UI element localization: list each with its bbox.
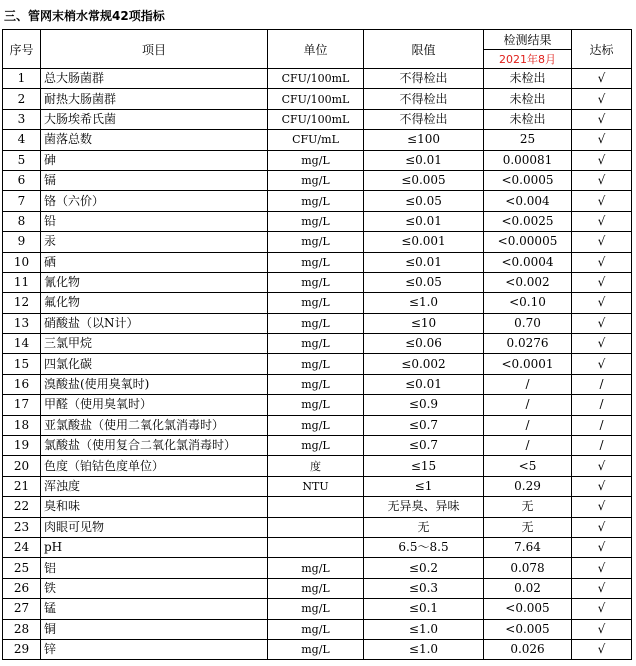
cell-unit: mg/L [268, 415, 364, 435]
cell-unit: mg/L [268, 334, 364, 354]
cell-limit: ≤15 [364, 456, 484, 476]
cell-item: 亚氯酸盐（使用二氧化氯消毒时） [41, 415, 268, 435]
cell-limit: ≤0.01 [364, 374, 484, 394]
cell-result: 0.0276 [484, 334, 572, 354]
cell-pass: √ [572, 170, 632, 190]
table-row [3, 191, 632, 211]
header-limit: 限值 [364, 30, 484, 69]
cell-seq: 1 [3, 69, 41, 89]
table-row [3, 252, 632, 272]
cell-limit: 6.5～8.5 [364, 537, 484, 557]
table-row [3, 130, 632, 150]
cell-unit: mg/L [268, 252, 364, 272]
cell-item: 汞 [41, 232, 268, 252]
cell-seq: 25 [3, 558, 41, 578]
table-row [3, 619, 632, 639]
cell-unit: mg/L [268, 599, 364, 619]
cell-result: / [484, 374, 572, 394]
cell-seq: 27 [3, 599, 41, 619]
cell-unit: mg/L [268, 150, 364, 170]
cell-item: 镉 [41, 170, 268, 190]
cell-pass: √ [572, 619, 632, 639]
cell-seq: 22 [3, 497, 41, 517]
cell-item: 大肠埃希氏菌 [41, 109, 268, 129]
table-row [3, 313, 632, 333]
cell-result: <0.005 [484, 619, 572, 639]
cell-unit: mg/L [268, 374, 364, 394]
cell-seq: 7 [3, 191, 41, 211]
cell-limit: ≤0.2 [364, 558, 484, 578]
table-row [3, 456, 632, 476]
cell-seq: 9 [3, 232, 41, 252]
cell-result: / [484, 415, 572, 435]
cell-limit: ≤0.05 [364, 191, 484, 211]
cell-item: pH [41, 537, 268, 557]
cell-item: 硒 [41, 252, 268, 272]
cell-item: 硝酸盐（以N计） [41, 313, 268, 333]
cell-limit: ≤0.7 [364, 415, 484, 435]
cell-pass: √ [572, 517, 632, 537]
table-row [3, 558, 632, 578]
cell-pass: √ [572, 252, 632, 272]
cell-unit: mg/L [268, 191, 364, 211]
table-row [3, 334, 632, 354]
cell-limit: ≤0.3 [364, 578, 484, 598]
cell-item: 臭和味 [41, 497, 268, 517]
header-unit: 单位 [268, 30, 364, 69]
cell-unit: CFU/mL [268, 130, 364, 150]
cell-limit: ≤0.9 [364, 395, 484, 415]
cell-item: 色度（铂钴色度单位） [41, 456, 268, 476]
cell-pass: √ [572, 537, 632, 557]
cell-seq: 29 [3, 639, 41, 659]
cell-pass: / [572, 374, 632, 394]
cell-result: 未检出 [484, 89, 572, 109]
cell-item: 浑浊度 [41, 476, 268, 496]
cell-seq: 26 [3, 578, 41, 598]
table-row [3, 517, 632, 537]
cell-result: <5 [484, 456, 572, 476]
cell-result: <0.005 [484, 599, 572, 619]
table-row [3, 497, 632, 517]
cell-item: 铁 [41, 578, 268, 598]
table-row [3, 272, 632, 292]
cell-item: 氯酸盐（使用复合二氧化氯消毒时） [41, 436, 268, 456]
cell-seq: 14 [3, 334, 41, 354]
cell-pass: √ [572, 191, 632, 211]
cell-result: <0.002 [484, 272, 572, 292]
cell-pass: √ [572, 150, 632, 170]
header-item: 项目 [41, 30, 268, 69]
cell-limit: ≤0.06 [364, 334, 484, 354]
cell-pass: √ [572, 272, 632, 292]
cell-unit: CFU/100mL [268, 89, 364, 109]
cell-unit: mg/L [268, 558, 364, 578]
cell-seq: 12 [3, 293, 41, 313]
cell-unit: mg/L [268, 272, 364, 292]
cell-item: 砷 [41, 150, 268, 170]
cell-seq: 2 [3, 89, 41, 109]
cell-result: 未检出 [484, 69, 572, 89]
cell-unit: mg/L [268, 170, 364, 190]
cell-result: 25 [484, 130, 572, 150]
cell-result: 0.29 [484, 476, 572, 496]
cell-limit: ≤100 [364, 130, 484, 150]
cell-pass: √ [572, 354, 632, 374]
cell-seq: 10 [3, 252, 41, 272]
cell-seq: 19 [3, 436, 41, 456]
table-row [3, 69, 632, 89]
table-row [3, 89, 632, 109]
cell-unit: mg/L [268, 354, 364, 374]
cell-pass: √ [572, 89, 632, 109]
table-row [3, 232, 632, 252]
cell-seq: 3 [3, 109, 41, 129]
cell-result: <0.0001 [484, 354, 572, 374]
cell-limit: ≤1.0 [364, 619, 484, 639]
cell-item: 甲醛（使用臭氧时） [41, 395, 268, 415]
cell-unit: mg/L [268, 232, 364, 252]
cell-pass: √ [572, 558, 632, 578]
cell-pass: / [572, 415, 632, 435]
cell-item: 氰化物 [41, 272, 268, 292]
cell-limit: ≤0.05 [364, 272, 484, 292]
cell-result: / [484, 395, 572, 415]
cell-seq: 8 [3, 211, 41, 231]
table-row [3, 374, 632, 394]
cell-seq: 17 [3, 395, 41, 415]
cell-item: 总大肠菌群 [41, 69, 268, 89]
cell-result: / [484, 436, 572, 456]
cell-limit: 不得检出 [364, 109, 484, 129]
table-row [3, 639, 632, 659]
cell-item: 铬（六价） [41, 191, 268, 211]
table-row [3, 578, 632, 598]
cell-pass: √ [572, 69, 632, 89]
cell-pass: √ [572, 599, 632, 619]
cell-limit: 不得检出 [364, 69, 484, 89]
cell-result: 无 [484, 497, 572, 517]
cell-result: <0.0005 [484, 170, 572, 190]
table-row [3, 415, 632, 435]
cell-unit: mg/L [268, 293, 364, 313]
cell-item: 铅 [41, 211, 268, 231]
cell-result: 无 [484, 517, 572, 537]
cell-item: 铝 [41, 558, 268, 578]
cell-limit: ≤0.01 [364, 211, 484, 231]
water-quality-table [2, 29, 632, 660]
cell-seq: 21 [3, 476, 41, 496]
cell-pass: / [572, 395, 632, 415]
cell-seq: 18 [3, 415, 41, 435]
cell-limit: 无异臭、异味 [364, 497, 484, 517]
cell-limit: ≤0.7 [364, 436, 484, 456]
cell-result: <0.004 [484, 191, 572, 211]
cell-result: 未检出 [484, 109, 572, 129]
cell-result: <0.0025 [484, 211, 572, 231]
cell-result: 0.70 [484, 313, 572, 333]
cell-limit: ≤1.0 [364, 639, 484, 659]
cell-limit: ≤0.005 [364, 170, 484, 190]
cell-unit: mg/L [268, 436, 364, 456]
cell-unit: CFU/100mL [268, 69, 364, 89]
table-row [3, 109, 632, 129]
table-row [3, 293, 632, 313]
cell-limit: ≤0.001 [364, 232, 484, 252]
cell-seq: 6 [3, 170, 41, 190]
cell-item: 锰 [41, 599, 268, 619]
cell-pass: √ [572, 232, 632, 252]
cell-unit [268, 497, 364, 517]
table-row [3, 211, 632, 231]
cell-pass: √ [572, 476, 632, 496]
header-pass: 达标 [572, 30, 632, 69]
cell-seq: 23 [3, 517, 41, 537]
cell-item: 氟化物 [41, 293, 268, 313]
cell-unit: mg/L [268, 211, 364, 231]
cell-seq: 28 [3, 619, 41, 639]
cell-item: 溴酸盐(使用臭氧时) [41, 374, 268, 394]
cell-seq: 16 [3, 374, 41, 394]
cell-limit: ≤10 [364, 313, 484, 333]
cell-pass: √ [572, 334, 632, 354]
cell-item: 四氯化碳 [41, 354, 268, 374]
cell-item: 肉眼可见物 [41, 517, 268, 537]
cell-unit: mg/L [268, 639, 364, 659]
cell-pass: √ [572, 109, 632, 129]
cell-result: 0.026 [484, 639, 572, 659]
cell-pass: √ [572, 293, 632, 313]
cell-result: <0.00005 [484, 232, 572, 252]
cell-limit: ≤1 [364, 476, 484, 496]
cell-limit: ≤1.0 [364, 293, 484, 313]
cell-unit: NTU [268, 476, 364, 496]
cell-limit: 无 [364, 517, 484, 537]
table-body [3, 69, 632, 660]
cell-limit: ≤0.01 [364, 252, 484, 272]
cell-result: 0.02 [484, 578, 572, 598]
cell-unit: CFU/100mL [268, 109, 364, 129]
cell-pass: √ [572, 211, 632, 231]
cell-seq: 13 [3, 313, 41, 333]
header-result: 检测结果 [484, 30, 572, 50]
cell-item: 耐热大肠菌群 [41, 89, 268, 109]
cell-item: 三氯甲烷 [41, 334, 268, 354]
cell-result: <0.0004 [484, 252, 572, 272]
cell-unit: 度 [268, 456, 364, 476]
cell-result: 0.078 [484, 558, 572, 578]
cell-seq: 4 [3, 130, 41, 150]
table-row [3, 170, 632, 190]
cell-item: 菌落总数 [41, 130, 268, 150]
table-header [3, 30, 632, 69]
cell-seq: 5 [3, 150, 41, 170]
cell-result: 7.64 [484, 537, 572, 557]
cell-unit [268, 517, 364, 537]
cell-pass: √ [572, 456, 632, 476]
cell-limit: ≤0.1 [364, 599, 484, 619]
cell-item: 锌 [41, 639, 268, 659]
table-row [3, 537, 632, 557]
page-title: 三、管网末梢水常规42项指标 [4, 9, 165, 23]
cell-limit: ≤0.01 [364, 150, 484, 170]
cell-result: <0.10 [484, 293, 572, 313]
header-date: 2021年8月 [484, 49, 572, 69]
cell-limit: ≤0.002 [364, 354, 484, 374]
cell-pass: √ [572, 497, 632, 517]
cell-seq: 11 [3, 272, 41, 292]
cell-unit: mg/L [268, 619, 364, 639]
cell-unit [268, 537, 364, 557]
cell-unit: mg/L [268, 395, 364, 415]
cell-pass: √ [572, 578, 632, 598]
table-row [3, 395, 632, 415]
table-row [3, 436, 632, 456]
cell-unit: mg/L [268, 578, 364, 598]
cell-seq: 24 [3, 537, 41, 557]
cell-pass: √ [572, 130, 632, 150]
cell-result: 0.00081 [484, 150, 572, 170]
header-seq: 序号 [3, 30, 41, 69]
table-row [3, 476, 632, 496]
cell-pass: / [572, 436, 632, 456]
cell-seq: 15 [3, 354, 41, 374]
cell-pass: √ [572, 639, 632, 659]
cell-seq: 20 [3, 456, 41, 476]
table-row [3, 354, 632, 374]
table-row [3, 150, 632, 170]
cell-unit: mg/L [268, 313, 364, 333]
cell-pass: √ [572, 313, 632, 333]
cell-limit: 不得检出 [364, 89, 484, 109]
table-row [3, 599, 632, 619]
cell-item: 铜 [41, 619, 268, 639]
